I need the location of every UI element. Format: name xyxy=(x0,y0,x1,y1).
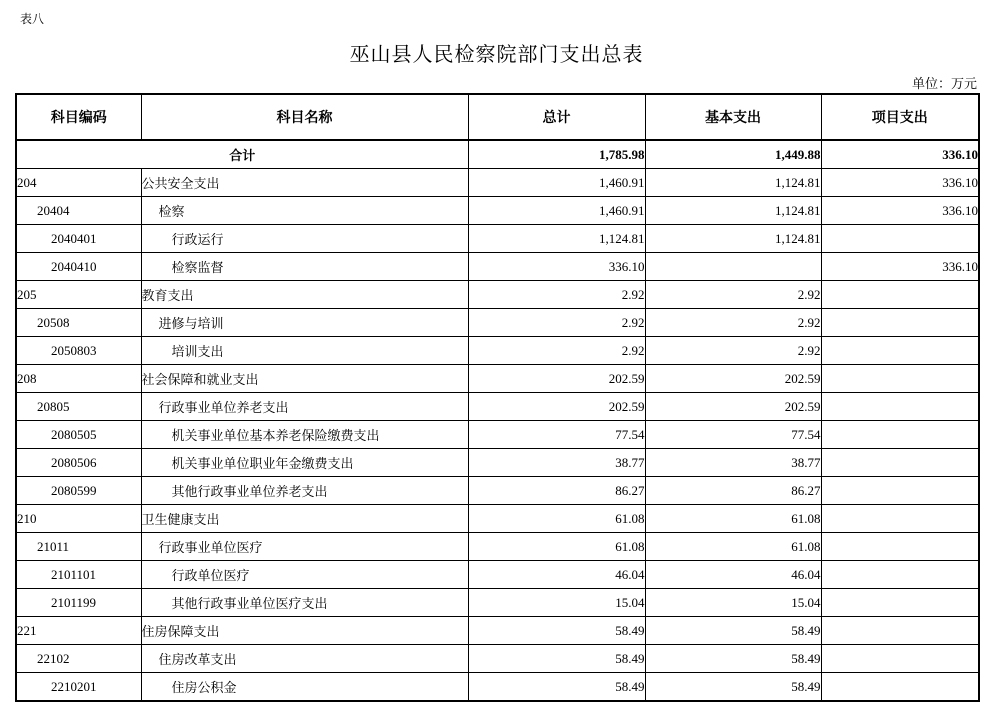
total-cell: 77.54 xyxy=(468,421,645,449)
total-cell: 2.92 xyxy=(468,337,645,365)
basic-cell: 86.27 xyxy=(645,477,821,505)
column-header-total: 总计 xyxy=(468,94,645,140)
name-cell: 行政运行 xyxy=(141,225,468,253)
table-row xyxy=(16,393,979,421)
code-cell: 2080506 xyxy=(16,449,141,477)
code-cell: 208 xyxy=(16,365,141,393)
name-cell: 检察监督 xyxy=(141,253,468,281)
name-cell: 教育支出 xyxy=(141,281,468,309)
table-number-label: 表八 xyxy=(20,12,45,26)
table-row xyxy=(16,589,979,617)
project-cell xyxy=(821,505,979,533)
total-cell: 2.92 xyxy=(468,281,645,309)
name-cell: 机关事业单位职业年金缴费支出 xyxy=(141,449,468,477)
total-cell: 58.49 xyxy=(468,645,645,673)
total-cell: 61.08 xyxy=(468,533,645,561)
name-cell: 行政事业单位养老支出 xyxy=(141,393,468,421)
project-cell xyxy=(821,281,979,309)
basic-cell: 38.77 xyxy=(645,449,821,477)
project-cell xyxy=(821,673,979,702)
total-row-label: 合计 xyxy=(16,140,468,169)
project-cell xyxy=(821,225,979,253)
total-cell: 2.92 xyxy=(468,309,645,337)
code-cell: 2101101 xyxy=(16,561,141,589)
basic-cell: 46.04 xyxy=(645,561,821,589)
project-cell: 336.10 xyxy=(821,169,979,197)
project-cell xyxy=(821,309,979,337)
name-cell: 其他行政事业单位医疗支出 xyxy=(141,589,468,617)
basic-cell: 2.92 xyxy=(645,337,821,365)
basic-cell: 58.49 xyxy=(645,673,821,702)
table-row xyxy=(16,337,979,365)
total-cell: 1,460.91 xyxy=(468,169,645,197)
total-cell: 1,124.81 xyxy=(468,225,645,253)
code-cell: 22102 xyxy=(16,645,141,673)
table-body xyxy=(16,140,979,701)
name-cell: 进修与培训 xyxy=(141,309,468,337)
total-cell: 46.04 xyxy=(468,561,645,589)
name-cell: 住房公积金 xyxy=(141,673,468,702)
expenditure-table xyxy=(15,93,980,702)
total-cell: 58.49 xyxy=(468,617,645,645)
name-cell: 培训支出 xyxy=(141,337,468,365)
table-row xyxy=(16,253,979,281)
name-cell: 公共安全支出 xyxy=(141,169,468,197)
basic-cell: 1,124.81 xyxy=(645,225,821,253)
basic-cell: 1,124.81 xyxy=(645,169,821,197)
basic-cell: 61.08 xyxy=(645,533,821,561)
unit-note: 单位：万元 xyxy=(911,76,977,91)
table-row xyxy=(16,477,979,505)
table-row xyxy=(16,645,979,673)
name-cell: 社会保障和就业支出 xyxy=(141,365,468,393)
basic-cell: 2.92 xyxy=(645,281,821,309)
total-cell: 336.10 xyxy=(468,253,645,281)
project-cell xyxy=(821,645,979,673)
table-row xyxy=(16,673,979,702)
total-cell: 61.08 xyxy=(468,505,645,533)
basic-cell: 202.59 xyxy=(645,365,821,393)
name-cell: 其他行政事业单位养老支出 xyxy=(141,477,468,505)
code-cell: 21011 xyxy=(16,533,141,561)
column-header-basic: 基本支出 xyxy=(645,94,821,140)
code-cell: 20508 xyxy=(16,309,141,337)
code-cell: 20404 xyxy=(16,197,141,225)
basic-cell: 77.54 xyxy=(645,421,821,449)
total-cell: 58.49 xyxy=(468,673,645,702)
table-row xyxy=(16,365,979,393)
table-row xyxy=(16,197,979,225)
project-cell: 336.10 xyxy=(821,253,979,281)
name-cell: 行政单位医疗 xyxy=(141,561,468,589)
project-cell: 336.10 xyxy=(821,140,979,169)
project-cell xyxy=(821,533,979,561)
table-row xyxy=(16,225,979,253)
name-cell: 机关事业单位基本养老保险缴费支出 xyxy=(141,421,468,449)
table-row xyxy=(16,533,979,561)
project-cell xyxy=(821,449,979,477)
code-cell: 2040410 xyxy=(16,253,141,281)
column-header-project: 项目支出 xyxy=(821,94,979,140)
code-cell: 221 xyxy=(16,617,141,645)
name-cell: 检察 xyxy=(141,197,468,225)
name-cell: 卫生健康支出 xyxy=(141,505,468,533)
table-row xyxy=(16,281,979,309)
basic-cell xyxy=(645,253,821,281)
code-cell: 205 xyxy=(16,281,141,309)
column-header-name: 科目名称 xyxy=(141,94,468,140)
total-cell: 202.59 xyxy=(468,393,645,421)
code-cell: 2210201 xyxy=(16,673,141,702)
basic-cell: 202.59 xyxy=(645,393,821,421)
basic-cell: 58.49 xyxy=(645,645,821,673)
name-cell: 行政事业单位医疗 xyxy=(141,533,468,561)
basic-cell: 1,449.88 xyxy=(645,140,821,169)
name-cell: 住房改革支出 xyxy=(141,645,468,673)
project-cell xyxy=(821,561,979,589)
project-cell: 336.10 xyxy=(821,197,979,225)
basic-cell: 58.49 xyxy=(645,617,821,645)
code-cell: 2040401 xyxy=(16,225,141,253)
basic-cell: 1,124.81 xyxy=(645,197,821,225)
table-row xyxy=(16,169,979,197)
project-cell xyxy=(821,421,979,449)
table-row xyxy=(16,617,979,645)
project-cell xyxy=(821,477,979,505)
code-cell: 2050803 xyxy=(16,337,141,365)
project-cell xyxy=(821,589,979,617)
table-row xyxy=(16,505,979,533)
total-cell: 202.59 xyxy=(468,365,645,393)
total-cell: 15.04 xyxy=(468,589,645,617)
code-cell: 20805 xyxy=(16,393,141,421)
total-cell: 1,785.98 xyxy=(468,140,645,169)
basic-cell: 15.04 xyxy=(645,589,821,617)
total-cell: 86.27 xyxy=(468,477,645,505)
code-cell: 2101199 xyxy=(16,589,141,617)
basic-cell: 61.08 xyxy=(645,505,821,533)
column-header-code: 科目编码 xyxy=(16,94,141,140)
total-cell: 1,460.91 xyxy=(468,197,645,225)
code-cell: 210 xyxy=(16,505,141,533)
name-cell: 住房保障支出 xyxy=(141,617,468,645)
table-row xyxy=(16,449,979,477)
project-cell xyxy=(821,617,979,645)
basic-cell: 2.92 xyxy=(645,309,821,337)
table-header xyxy=(16,94,979,140)
total-cell: 38.77 xyxy=(468,449,645,477)
table-row xyxy=(16,561,979,589)
table-row xyxy=(16,309,979,337)
code-cell: 2080505 xyxy=(16,421,141,449)
project-cell xyxy=(821,393,979,421)
code-cell: 2080599 xyxy=(16,477,141,505)
table-row xyxy=(16,421,979,449)
project-cell xyxy=(821,365,979,393)
project-cell xyxy=(821,337,979,365)
total-row xyxy=(16,140,979,169)
header-row xyxy=(16,94,979,140)
page-title: 巫山县人民检察院部门支出总表 xyxy=(349,44,644,66)
code-cell: 204 xyxy=(16,169,141,197)
